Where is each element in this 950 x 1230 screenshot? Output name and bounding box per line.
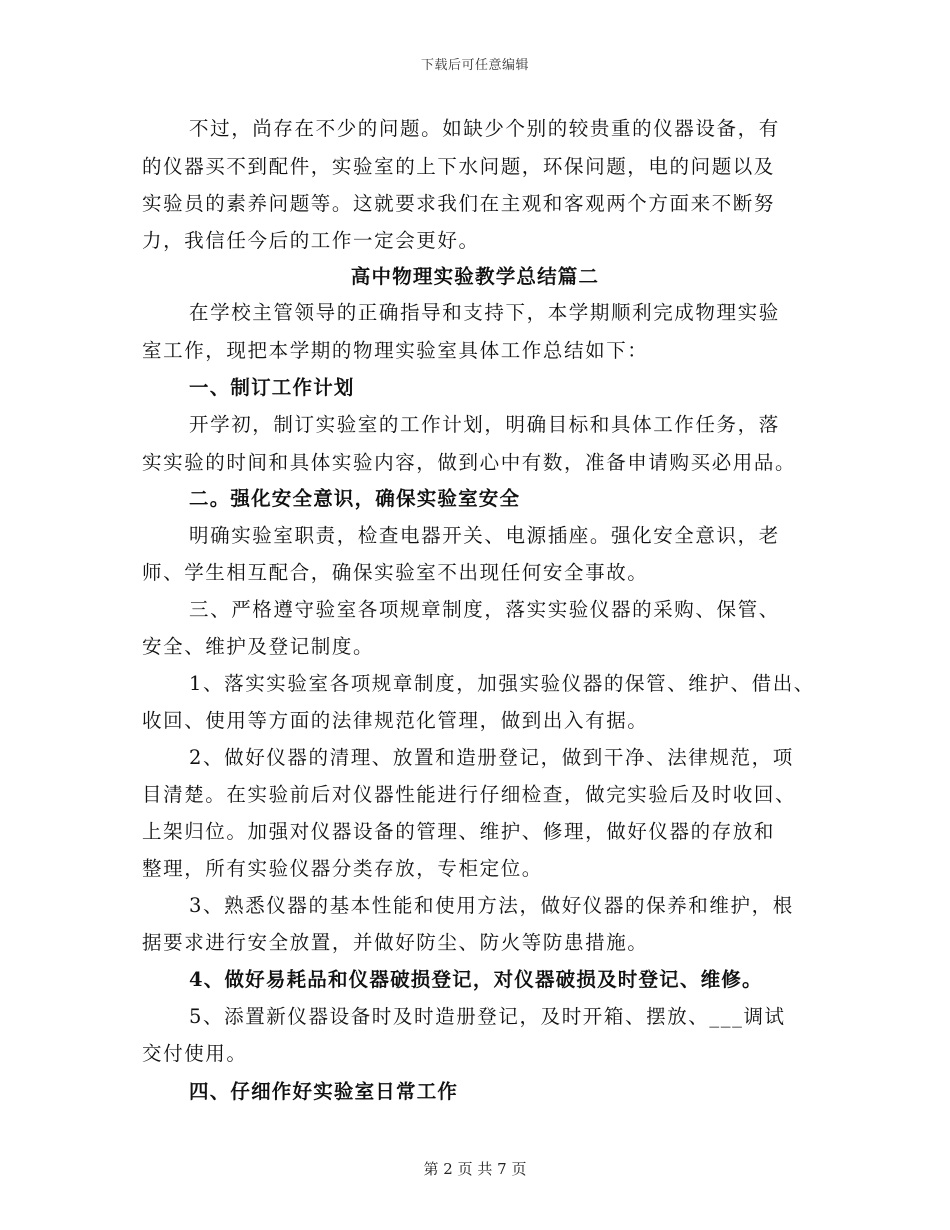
paragraph-line: 整理，所有实验仪器分类存放，专柜定位。 [142,857,543,880]
paragraph-line: 3、熟悉仪器的基本性能和使用方法，做好仪器的保养和维护，根 [189,894,794,917]
paragraph-line: 交付使用。 [142,1042,248,1065]
paragraph-line: 的仪器买不到配件，实验室的上下水问题，环保问题，电的问题以及 [142,155,776,178]
paragraph-line: 力，我信任今后的工作一定会更好。 [142,229,480,252]
paragraph-line: 实验员的素养问题等。这就要求我们在主观和客观两个方面来不断努 [142,192,776,215]
heading-2: 二。强化安全意识，确保实验室安全 [189,487,521,510]
paragraph-line: 1、落实实验室各项规章制度，加强实验仪器的保管、维护、借出、 [189,672,815,695]
heading-1: 一、制订工作计划 [189,376,355,399]
section-title: 高中物理实验教学总结篇二 [350,265,600,288]
paragraph-line: 室工作，现把本学期的物理实验室具体工作总结如下： [142,339,649,362]
paragraph-line: 师、学生相互配合，确保实验室不出现任何安全事故。 [142,561,649,584]
page-footer: 第 2 页 共 7 页 [423,1160,527,1178]
paragraph-line: 开学初，制订实验室的工作计划，明确目标和具体工作任务，落 [189,413,780,436]
paragraph-line: 5、添置新仪器设备时及时造册登记，及时开箱、摆放、___调试 [189,1005,786,1028]
paragraph-line: 实实验的时间和具体实验内容，做到心中有数，准备申请购买必用品。 [142,451,797,474]
paragraph-line: 三、严格遵守验室各项规章制度，落实实验仪器的采购、保管、 [189,598,780,621]
paragraph-line: 安全、维护及登记制度。 [142,635,375,658]
paragraph-line: 2、做好仪器的清理、放置和造册登记，做到干净、法律规范，项 [189,746,794,769]
paragraph-line: 上架归位。加强对仪器设备的管理、维护、修理，做好仪器的存放和 [142,820,776,843]
paragraph-line: 目清楚。在实验前后对仪器性能进行仔细检查，做完实验后及时收回、 [142,783,797,806]
bold-item: 4、做好易耗品和仪器破损登记，对仪器破损及时登记、维修。 [189,968,763,991]
paragraph-line: 在学校主管领导的正确指导和支持下，本学期顺利完成物理实验 [189,301,780,324]
paragraph-line: 明确实验室职责，检查电器开关、电源插座。强化安全意识，老 [189,524,780,547]
paragraph-line: 不过，尚存在不少的问题。如缺少个别的较贵重的仪器设备，有 [189,117,780,140]
page-header: 下载后可任意编辑 [420,58,529,73]
paragraph-line: 收回、使用等方面的法律规范化管理，做到出入有据。 [142,709,649,732]
heading-4: 四、仔细作好实验室日常工作 [189,1080,459,1103]
paragraph-line: 据要求进行安全放置，并做好防尘、防火等防患措施。 [142,931,649,954]
